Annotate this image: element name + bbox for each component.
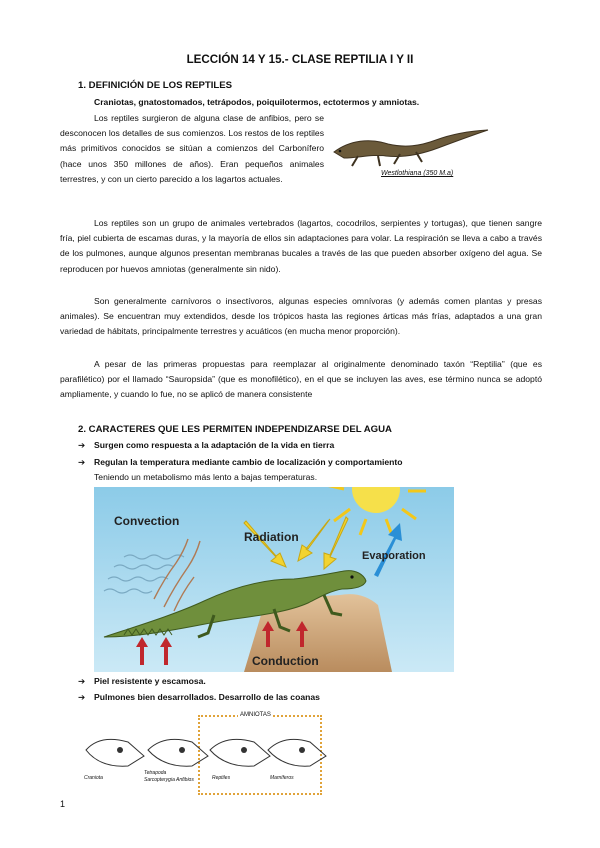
paragraph-origin: Los reptiles surgieron de alguna clase de anfibios, pero se desconocen los detalles de sus comienzos. Los restos de los reptiles más primitivos conocidos se sitúan a comienzos del Carbonífero (hace unos 350 millones de años). Eran pequeños animales terrestres, y con un cierto parecido a los lagartos actuales. [60,113,324,184]
skull-mammals [268,739,326,766]
bullet-note: Teniendo un metabolismo más lento a bajas temperaturas. [94,472,318,482]
skull-label: Reptiles [212,775,231,781]
bullet-item: ➔ Surgen como respuesta a la adaptación de la vida en tierra [78,440,335,450]
lizard-body [334,130,488,158]
thermoregulation-diagram [94,487,454,672]
bullet-item: ➔ Pulmones bien desarrollados. Desarrollo de las coanas [78,692,320,702]
bullet-item: ➔ Regulan la temperatura mediante cambio de localización y comportamiento [78,457,403,467]
westlothiana-illustration [330,118,490,170]
skull-tetrapoda [148,739,208,766]
arrow-right-icon: ➔ [78,692,86,702]
label-convection: Convection [114,514,180,528]
label-radiation: Radiation [244,530,299,544]
paragraph-taxonomy: A pesar de las primeras propuestas para reemplazar al originalmente denominado taxón “Reptilia” (que es parafilético) por el llamado “Sauropsida” (que es monofilético), en el que se incluyen las aves, ese término nunca se adoptó ampliamente, y cuando lo fue, no se aplicó de manera consistente [60,359,542,400]
page-number: 1 [60,799,66,809]
skull-comparison [80,726,330,776]
skull-label: Craniota [84,775,103,781]
westlothiana-caption: Westlothiana (350 M.a) [381,170,454,177]
bullet-item: ➔ Piel resistente y escamosa. [78,676,206,686]
page-title: LECCIÓN 14 Y 15.- CLASE REPTILIA I Y II [186,53,414,66]
skull-label: Tetrapoda [144,770,167,776]
arrow-right-icon: ➔ [78,457,86,467]
section-1-heading: 1. DEFINICIÓN DE LOS REPTILES [78,80,233,91]
paragraph-diet-habitat: Son generalmente carnívoros o insectívoros, algunas especies omnívoras (y además comen plantas y presas animales). Se encuentran muy extendidos, desde los trópicos hasta las regiones árticas más frías, adaptados a una gran variedad de hábitats, principalmente terrestres y acuáticos (en mucha menor proporción). [60,296,542,337]
arrow-right-icon: ➔ [78,676,86,686]
skull-reptiles [210,739,270,766]
skull-craniota [86,739,144,766]
paragraph-definition: Los reptiles son un grupo de animales vertebrados (lagartos, cocodrilos, serpientes y tortugas), que tienen sangre fría, piel cubierta de escamas duras, y la mayoría de ellos sin adaptaciones para volar. La respiración se lleva a cabo a través de los pulmones, aunque algunos presentan membranas bucales a través de las que pueden absorber oxígeno del agua. Se reproducen por huevos amniotas (generalmente sin nido). [60,218,542,274]
skull-label: Sarcopterygia Anfibios [144,777,194,783]
skull-label: Mamíferos [270,775,294,781]
section-1-subtitle: Craniotas, gnatostomados, tetrápodos, poiquilotermos, ectotermos y amniotas. [94,97,420,107]
label-conduction: Conduction [252,654,319,668]
section-2-heading: 2. CARACTERES QUE LES PERMITEN INDEPENDIZARSE DEL AGUA [78,424,392,435]
amniota-header: AMNIOTAS [240,712,271,718]
arrow-right-icon: ➔ [78,440,86,450]
label-evaporation: Evaporation [362,550,426,562]
